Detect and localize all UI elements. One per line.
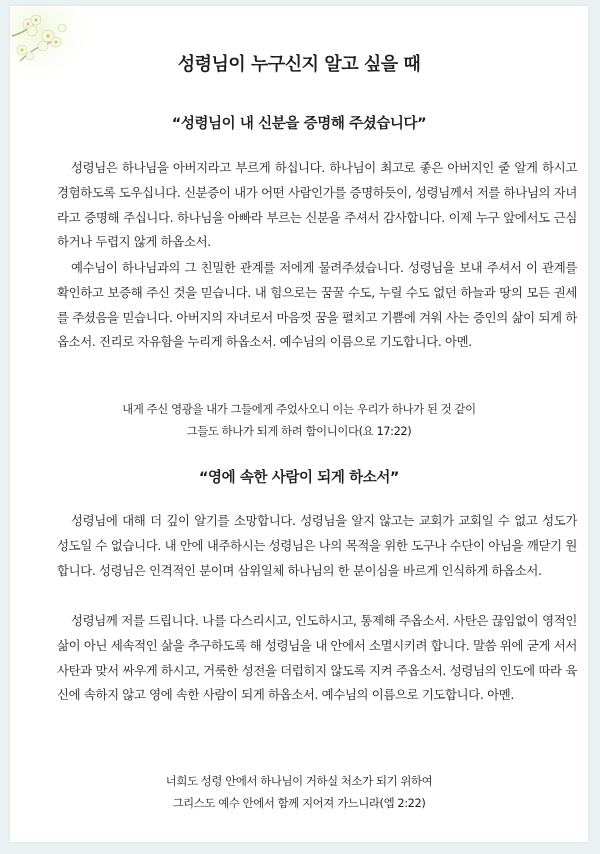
verse-quote-2 bbox=[10, 770, 588, 814]
section-heading-2: “영에 속한 사람이 되게 하소서” bbox=[198, 470, 400, 486]
verse-1-line-2: 그들도 하나가 되게 하려 함이니이다(요 17:22) bbox=[186, 424, 412, 438]
page-title: 성령님이 누구신지 알고 싶을 때 bbox=[177, 54, 421, 75]
verse-quote-1 bbox=[10, 398, 588, 442]
section-heading-1: “성령님이 내 신분을 증명해 주셨습니다” bbox=[171, 116, 427, 132]
verse-2-line-2: 그리스도 예수 안에서 함께 지어져 가느니라(엡 2:22) bbox=[172, 796, 426, 810]
section-1-paragraph-2: 예수님이 하나님과의 그 친밀한 관계를 저에게 물려주셨습니다. 성령님을 보내 주셔서 이 관계를 확인하고 보증해 주신 것을 믿습니다. 내 힘으로는 꿈꿀 수도, 누릴 수도 없던 하늘과 땅의 모든 권세를 주셨음을 믿습니다. 아버지의 자녀로서 마음껏 꿈을 펼치고 기쁨에 겨워 사는 증인의 삶이 되게 하옵소서. 진리로 자유함을 누리게 하옵소서. 예수님의 이름으로 기도합니다. 아멘. bbox=[57, 260, 577, 350]
section-2-paragraph-2: 성령님께 저를 드립니다. 나를 다스리시고, 인도하시고, 통제해 주옵소서. 사탄은 끊임없이 영적인 삶이 아닌 세속적인 삶을 추구하도록 해 성령님을 내 안에서 소멸시키려 합니다. 말씀 위에 굳게 서서 사탄과 맞서 싸우게 하시고, 거룩한 성전을 더럽히지 않도록 지켜 주옵소서. 성령님의 인도에 따라 육신에 속하지 않고 영에 속한 사람이 되게 하옵소서. 예수님의 이름으로 기도합니다. 아멘. bbox=[57, 613, 577, 703]
verse-1-line-1: 내게 주신 영광을 내가 그들에게 주었사오니 이는 우리가 하나가 된 것 같이 bbox=[122, 402, 476, 416]
section-2-paragraph-1: 성령님에 대해 더 깊이 알기를 소망합니다. 성령님을 알지 않고는 교회가 교회일 수 없고 성도가 성도일 수 없습니다. 내 안에 내주하시는 성령님은 나의 목적을 위한 도구나 수단이 아님을 깨닫기 원합니다. 성령님은 인격적인 분이며 삼위일체 하나님의 한 분이심을 바르게 인식하게 하옵소서. bbox=[57, 513, 577, 578]
verse-2-line-1: 너희도 성령 안에서 하나님이 거하실 처소가 되기 위하여 bbox=[165, 774, 433, 788]
document-page bbox=[10, 6, 588, 842]
section-1-paragraph-1: 성령님은 하나님을 아버지라고 부르게 하십니다. 하나님이 최고로 좋은 아버지인 줄 알게 하시고 경험하도록 도우십니다. 신분증이 내가 어떤 사람인가를 증명하듯이, 성령님께서 저를 하나님의 자녀라고 증명해 주십니다. 하나님을 아빠라 부르는 신분을 주셔서 감사합니다. 이제 누구 앞에서도 근심하거나 두렵지 않게 하옵소서. bbox=[57, 160, 577, 250]
